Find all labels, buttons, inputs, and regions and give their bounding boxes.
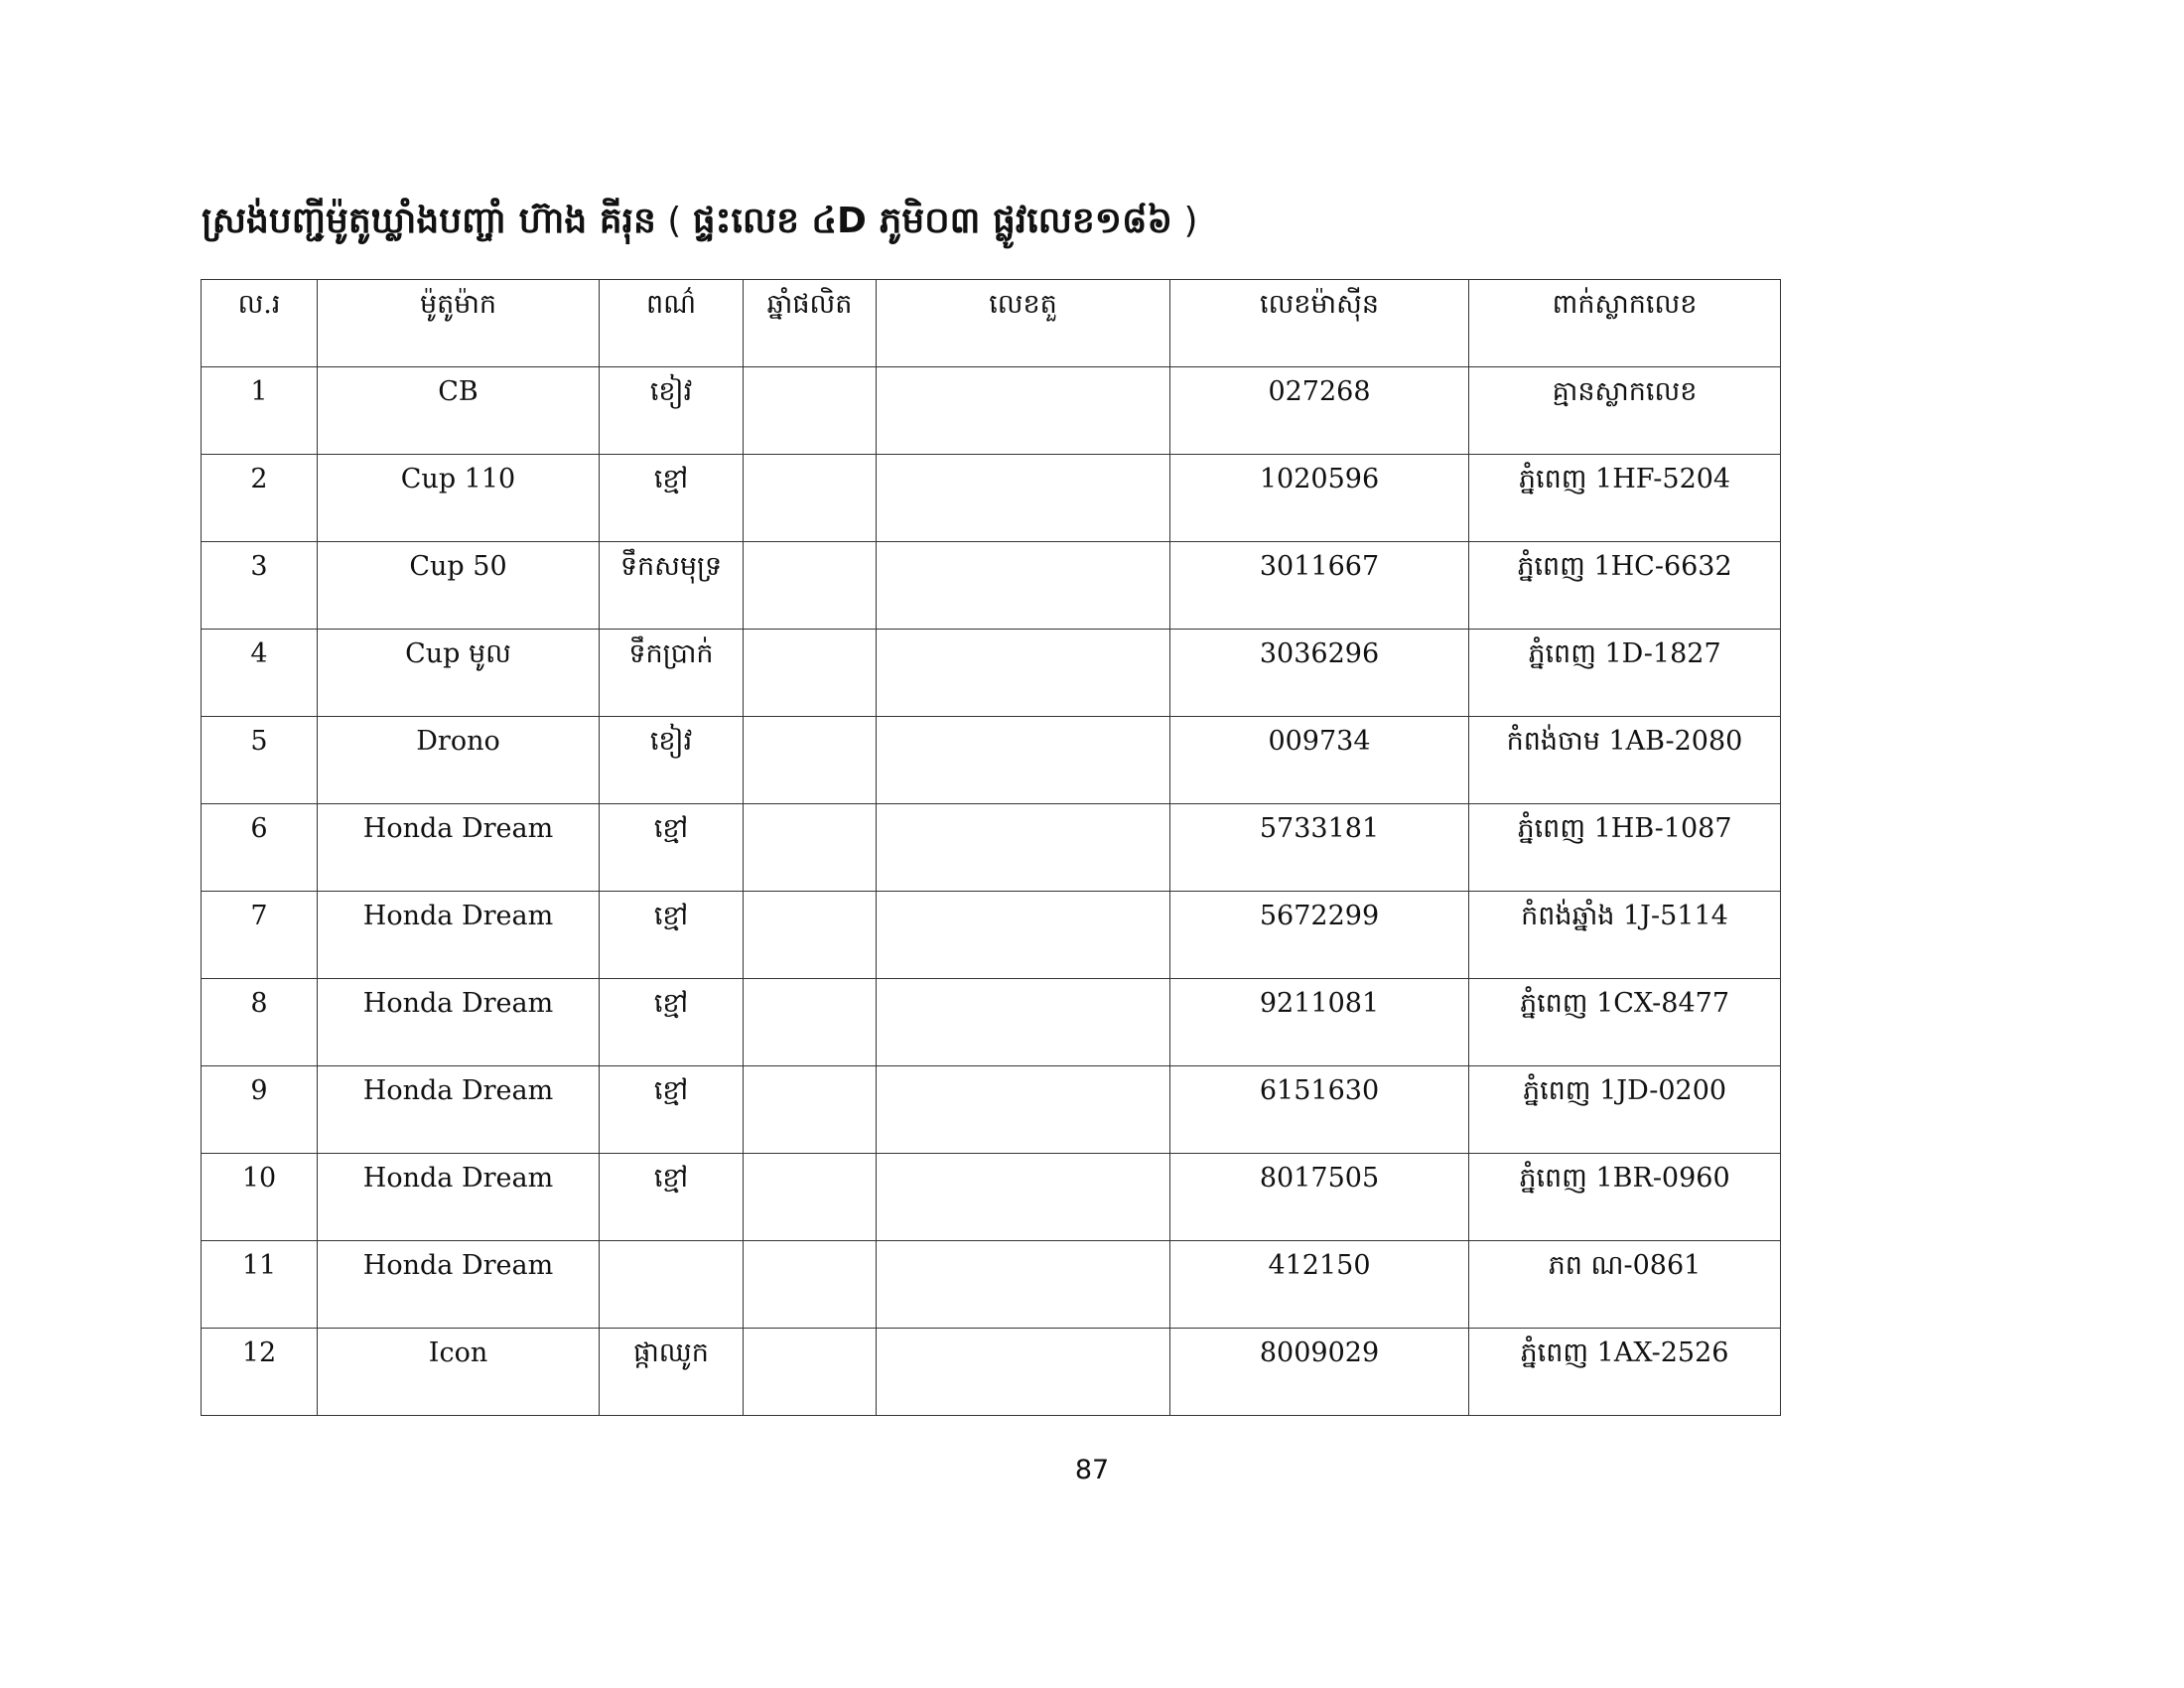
header-plate-number: ពាក់ស្លាកលេខ <box>1469 280 1781 367</box>
cell-color: ខ្មៅ <box>600 1066 744 1154</box>
cell-plate-number: ភ្នំពេញ 1BR-0960 <box>1469 1154 1781 1241</box>
cell-color: ខៀវ <box>600 367 744 455</box>
cell-engine-number: 1020596 <box>1170 455 1469 542</box>
page-title <box>202 194 1889 249</box>
cell-plate-number: កំពង់ចាម 1AB-2080 <box>1469 717 1781 804</box>
cell-engine-number: 5672299 <box>1170 892 1469 979</box>
cell-year <box>744 979 877 1066</box>
table-row <box>202 892 1781 979</box>
cell-color: ខ្មៅ <box>600 892 744 979</box>
cell-engine-number: 6151630 <box>1170 1066 1469 1154</box>
cell-color: ខ្មៅ <box>600 1154 744 1241</box>
cell-engine-number: 3011667 <box>1170 542 1469 630</box>
cell-model: Honda Dream <box>318 1066 600 1154</box>
title-close-paren: ) <box>1183 201 1198 241</box>
cell-color: ខ្មៅ <box>600 979 744 1066</box>
cell-color: ខៀវ <box>600 717 744 804</box>
cell-year <box>744 1154 877 1241</box>
header-engine-number: លេខម៉ាស៊ីន <box>1170 280 1469 367</box>
cell-chassis-number <box>877 367 1170 455</box>
table-header-row <box>202 280 1781 367</box>
header-year: ឆ្នាំផលិត <box>744 280 877 367</box>
header-no: ល.រ <box>202 280 318 367</box>
cell-plate-number: ភ្នំពេញ 1HF-5204 <box>1469 455 1781 542</box>
cell-chassis-number <box>877 630 1170 717</box>
cell-year <box>744 717 877 804</box>
cell-plate-number: ភ្នំពេញ 1JD-0200 <box>1469 1066 1781 1154</box>
cell-model: Honda Dream <box>318 979 600 1066</box>
cell-no: 4 <box>202 630 318 717</box>
cell-plate-number: គ្មានស្លាកលេខ <box>1469 367 1781 455</box>
table-row <box>202 630 1781 717</box>
cell-no: 5 <box>202 717 318 804</box>
title-address: ផ្ទះលេខ ៤D ភូមិ០៣ ផ្លូវលេខ១៨៦ <box>692 201 1173 241</box>
cell-model: Honda Dream <box>318 804 600 892</box>
header-model: ម៉ូតូម៉ាក <box>318 280 600 367</box>
table-row <box>202 542 1781 630</box>
page-number: 87 <box>1074 1455 1110 1485</box>
cell-chassis-number <box>877 1066 1170 1154</box>
cell-chassis-number <box>877 1241 1170 1329</box>
cell-plate-number: ភ្នំពេញ 1D-1827 <box>1469 630 1781 717</box>
cell-year <box>744 804 877 892</box>
cell-plate-number: កំពង់ឆ្នាំង 1J-5114 <box>1469 892 1781 979</box>
cell-chassis-number <box>877 455 1170 542</box>
header-color: ពណ៌ <box>600 280 744 367</box>
cell-model: Cup មូល <box>318 630 600 717</box>
cell-chassis-number <box>877 1329 1170 1416</box>
cell-year <box>744 892 877 979</box>
cell-plate-number: ភ្នំពេញ 1HC-6632 <box>1469 542 1781 630</box>
cell-color: ផ្កាឈូក <box>600 1329 744 1416</box>
cell-chassis-number <box>877 542 1170 630</box>
cell-no: 3 <box>202 542 318 630</box>
table-row <box>202 1066 1781 1154</box>
table-body <box>202 367 1781 1416</box>
cell-engine-number: 412150 <box>1170 1241 1469 1329</box>
cell-engine-number: 009734 <box>1170 717 1469 804</box>
cell-year <box>744 542 877 630</box>
cell-no: 9 <box>202 1066 318 1154</box>
cell-no: 8 <box>202 979 318 1066</box>
cell-model: Cup 110 <box>318 455 600 542</box>
table-row <box>202 455 1781 542</box>
cell-color <box>600 1241 744 1329</box>
cell-chassis-number <box>877 804 1170 892</box>
cell-no: 10 <box>202 1154 318 1241</box>
cell-engine-number: 8017505 <box>1170 1154 1469 1241</box>
cell-color: ខ្មៅ <box>600 455 744 542</box>
cell-model: CB <box>318 367 600 455</box>
title-main: ស្រង់បញ្ជីម៉ូតូឃ្លាំងបញ្ចាំ ហ៊ាង គីរុន <box>202 201 656 241</box>
table-row <box>202 979 1781 1066</box>
cell-plate-number: ភ្នំពេញ 1HB-1087 <box>1469 804 1781 892</box>
cell-engine-number: 9211081 <box>1170 979 1469 1066</box>
cell-engine-number: 8009029 <box>1170 1329 1469 1416</box>
cell-plate-number: ភ្នំពេញ 1CX-8477 <box>1469 979 1781 1066</box>
cell-color: ទឹកប្រាក់ <box>600 630 744 717</box>
cell-year <box>744 455 877 542</box>
cell-no: 7 <box>202 892 318 979</box>
cell-year <box>744 367 877 455</box>
cell-no: 2 <box>202 455 318 542</box>
cell-chassis-number <box>877 979 1170 1066</box>
cell-engine-number: 5733181 <box>1170 804 1469 892</box>
cell-plate-number: ភ្នំពេញ 1AX-2526 <box>1469 1329 1781 1416</box>
cell-year <box>744 1241 877 1329</box>
cell-chassis-number <box>877 892 1170 979</box>
cell-no: 1 <box>202 367 318 455</box>
header-chassis-number: លេខតួ <box>877 280 1170 367</box>
table-row <box>202 804 1781 892</box>
table-row <box>202 717 1781 804</box>
motorcycle-inventory-table <box>201 279 1781 1416</box>
cell-model: Honda Dream <box>318 892 600 979</box>
cell-model: Icon <box>318 1329 600 1416</box>
cell-no: 12 <box>202 1329 318 1416</box>
table-row <box>202 367 1781 455</box>
cell-engine-number: 3036296 <box>1170 630 1469 717</box>
cell-year <box>744 630 877 717</box>
table-row <box>202 1329 1781 1416</box>
table-row <box>202 1241 1781 1329</box>
cell-model: Honda Dream <box>318 1154 600 1241</box>
cell-color: ទឹកសមុទ្រ <box>600 542 744 630</box>
cell-model: Drono <box>318 717 600 804</box>
cell-plate-number: ភព ណ-0861 <box>1469 1241 1781 1329</box>
title-open-paren: ( <box>667 201 682 241</box>
cell-no: 6 <box>202 804 318 892</box>
cell-year <box>744 1329 877 1416</box>
cell-no: 11 <box>202 1241 318 1329</box>
cell-chassis-number <box>877 717 1170 804</box>
cell-color: ខ្មៅ <box>600 804 744 892</box>
cell-engine-number: 027268 <box>1170 367 1469 455</box>
cell-year <box>744 1066 877 1154</box>
table-row <box>202 1154 1781 1241</box>
cell-model: Cup 50 <box>318 542 600 630</box>
cell-model: Honda Dream <box>318 1241 600 1329</box>
cell-chassis-number <box>877 1154 1170 1241</box>
